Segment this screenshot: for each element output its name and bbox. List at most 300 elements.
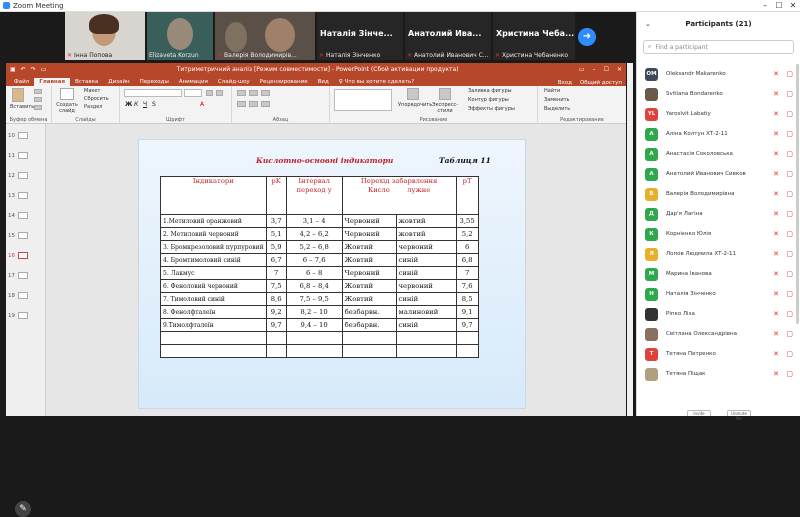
participant-name: Дар'я Лагіна (666, 211, 703, 217)
empty-cell (266, 332, 286, 345)
new-slide-button[interactable] (55, 88, 79, 114)
ribbon-home (6, 86, 626, 124)
group-label: Рисование (419, 117, 448, 123)
annotate-pen-icon[interactable]: ✎ (15, 501, 31, 517)
participant-video (225, 22, 247, 52)
participant-item[interactable] (637, 284, 800, 304)
mic-muted-icon: ✕ (773, 170, 779, 178)
mic-muted-icon: ✕ (773, 250, 779, 258)
format-painter-icon[interactable] (34, 105, 42, 110)
tile-name: Валерія Володимирів... (224, 52, 297, 59)
sign-in-link[interactable]: Вход (557, 80, 572, 86)
row-interval: 6 – 7,6 (286, 254, 342, 267)
empty-cell (342, 332, 396, 345)
row-pt: 6,8 (456, 254, 478, 267)
mic-muted-icon: ✕ (217, 52, 223, 59)
empty-cell (342, 345, 396, 358)
avatar: A (645, 128, 658, 141)
video-tile[interactable] (65, 12, 145, 60)
acid-label: Кисле (367, 185, 390, 194)
vertical-scrollbar[interactable] (627, 63, 633, 416)
col-header-pt: pT (456, 177, 478, 215)
row-alkaline-color: синій (396, 267, 456, 280)
row-acid-color: Жовтий (342, 254, 396, 267)
table-row (161, 293, 479, 306)
avatar: Л (645, 248, 658, 261)
quick-styles-icon (439, 88, 451, 100)
participant-name: Тетяна Піщак (666, 371, 706, 377)
mic-muted-icon: ✕ (773, 150, 779, 158)
mic-muted-icon: ✕ (773, 230, 779, 238)
ppt-minimize-button[interactable]: – (592, 65, 596, 73)
grow-font-icon[interactable] (206, 90, 213, 96)
table-row (161, 319, 479, 332)
participant-video (265, 18, 295, 52)
slide-thumbnail-image (18, 272, 28, 279)
col-header-pk: pK (266, 177, 286, 215)
slide-thumbnails (6, 124, 46, 416)
clipboard-group (6, 86, 52, 124)
row-pt: 5,2 (456, 228, 478, 241)
slide-number: 15 (8, 232, 15, 239)
row-alkaline-color: синій (396, 254, 456, 267)
row-pt: 7,6 (456, 280, 478, 293)
slide-thumbnail[interactable] (8, 232, 28, 239)
participant-item[interactable] (637, 144, 800, 164)
slide-number: 16 (8, 252, 15, 259)
row-pk: 7,5 (266, 280, 286, 293)
row-name: 3. Бромкрезоловий пурпуровий (161, 241, 267, 254)
row-interval: 4,2 – 6,2 (286, 228, 342, 241)
participant-search[interactable] (643, 40, 794, 54)
video-tile[interactable] (215, 12, 315, 60)
row-pk: 7 (266, 267, 286, 280)
mic-muted-icon: ✕ (773, 270, 779, 278)
slide-thumbnail-image (18, 172, 28, 179)
tab-animations[interactable]: Анимация (178, 79, 208, 85)
chevron-down-icon[interactable]: ⌄ (645, 20, 651, 28)
row-pk: 9,2 (266, 306, 286, 319)
row-interval: 5,2 – 6,8 (286, 241, 342, 254)
avatar (645, 308, 658, 321)
slide-number: 14 (8, 212, 15, 219)
table-row (161, 215, 479, 228)
slide-thumbnail-image (18, 312, 28, 319)
replace-button[interactable] (544, 97, 570, 103)
mic-muted-icon: ✕ (773, 350, 779, 358)
table-row (161, 267, 479, 280)
participant-item[interactable] (637, 124, 800, 144)
row-name: 9.Тимолфталеїн (161, 319, 267, 332)
slideshow-icon[interactable]: ▭ (40, 65, 47, 73)
participants-footer (637, 410, 800, 421)
avatar: OM (645, 68, 658, 81)
row-name: 4. Бромтимоловий синій (161, 254, 267, 267)
video-off-icon: ▢ (786, 270, 793, 278)
shape-outline-label: Контур фигуры (468, 97, 509, 103)
avatar: A (645, 168, 658, 181)
video-tile[interactable] (317, 12, 403, 60)
video-tile[interactable] (405, 12, 491, 60)
new-slide-label: Создать слайд (56, 102, 78, 114)
reset-button[interactable] (84, 96, 109, 102)
video-tile[interactable] (147, 12, 213, 60)
row-alkaline-color: жовтий (396, 215, 456, 228)
slide-thumbnail[interactable] (8, 312, 28, 319)
quick-styles-button[interactable] (430, 88, 460, 114)
font-family-select[interactable] (124, 89, 182, 97)
slide-thumbnail[interactable] (8, 152, 28, 159)
avatar: В (645, 188, 658, 201)
ppt-titlebar (6, 63, 626, 75)
share-button[interactable]: Общий доступ (579, 80, 622, 86)
slide-thumbnail-image (18, 212, 28, 219)
row-alkaline-color: червоний (396, 241, 456, 254)
window-titlebar (0, 0, 800, 12)
shape-fill-button[interactable] (468, 88, 512, 94)
video-off-icon: ▢ (786, 250, 793, 258)
shadow-icon[interactable]: S (152, 101, 156, 108)
slide-thumbnail-image (18, 292, 28, 299)
font-color-icon[interactable]: A (200, 101, 205, 108)
mic-muted-icon: ✕ (495, 52, 501, 59)
video-off-icon: ▢ (786, 110, 793, 118)
alkaline-label: лужне (407, 185, 431, 194)
slide-thumbnail[interactable] (8, 292, 28, 299)
mic-muted-icon: ✕ (773, 90, 779, 98)
row-alkaline-color: малиновий (396, 306, 456, 319)
participant-item[interactable] (637, 324, 800, 344)
participant-item[interactable] (637, 104, 800, 124)
shape-outline-button[interactable] (468, 97, 509, 103)
tab-insert[interactable]: Вставка (74, 79, 99, 85)
row-pk: 3,7 (266, 215, 286, 228)
row-pk: 5,9 (266, 241, 286, 254)
slide-thumbnail-image (18, 152, 28, 159)
participant-name: Валерія Володимирівна (666, 191, 735, 197)
cut-icon[interactable] (34, 89, 42, 94)
shape-fill-label: Заливка фигуры (468, 88, 512, 94)
slide-thumbnail[interactable] (8, 172, 28, 179)
video-off-icon: ▢ (786, 170, 793, 178)
arrange-button[interactable] (398, 88, 433, 108)
table-caption: Таблиця 11 (439, 156, 491, 165)
italic-icon[interactable]: К (134, 101, 139, 108)
participant-name: Тетяна Петренко (666, 351, 716, 357)
reset-label: Сбросить (84, 96, 109, 102)
row-interval: 7,5 – 9,5 (286, 293, 342, 306)
shapes-gallery[interactable] (334, 89, 392, 111)
participant-item[interactable] (637, 224, 800, 244)
shared-screen-powerpoint (6, 63, 626, 514)
participant-item[interactable] (637, 244, 800, 264)
table-row (161, 280, 479, 293)
video-off-icon: ▢ (786, 190, 793, 198)
empty-cell (456, 345, 478, 358)
ppt-maximize-button[interactable]: ☐ (603, 65, 609, 73)
row-pk: 8,6 (266, 293, 286, 306)
empty-cell (286, 332, 342, 345)
font-size-select[interactable] (184, 89, 202, 97)
layout-button[interactable] (84, 88, 100, 94)
video-off-icon: ▢ (786, 310, 793, 318)
paste-label: Вставить (10, 104, 35, 110)
table-row (161, 254, 479, 267)
row-interval: 8,2 – 10 (286, 306, 342, 319)
slide-number: 17 (8, 272, 15, 279)
indent-icon[interactable] (261, 90, 270, 96)
row-pk: 9,7 (266, 319, 286, 332)
participant-name: Аліна Колтун ХТ-2-11 (666, 131, 728, 137)
avatar (645, 368, 658, 381)
tell-me-search[interactable]: ♀ Что вы хотите сделать? (338, 79, 415, 85)
slide-thumbnail[interactable] (8, 132, 28, 139)
select-label: Выделить (544, 106, 571, 112)
empty-cell (266, 345, 286, 358)
ribbon-display-icon[interactable]: ▭ (578, 65, 585, 73)
empty-cell (286, 345, 342, 358)
underline-icon[interactable]: Ч (143, 101, 148, 108)
slide-number: 13 (8, 192, 15, 199)
mic-muted-icon: ✕ (773, 190, 779, 198)
row-pk: 6,7 (266, 254, 286, 267)
row-acid-color: Жовтий (342, 293, 396, 306)
participant-item[interactable] (637, 64, 800, 84)
slide-thumbnail[interactable] (8, 252, 28, 259)
participant-item[interactable] (637, 304, 800, 324)
row-acid-color: Жовтий (342, 280, 396, 293)
video-off-icon: ▢ (786, 210, 793, 218)
slide-thumbnail[interactable] (8, 212, 28, 219)
slide-thumbnail-image (18, 132, 28, 139)
empty-cell (396, 332, 456, 345)
mic-muted-icon: ✕ (319, 52, 325, 59)
row-name: 6. Феноловий червоний (161, 280, 267, 293)
video-off-icon: ▢ (786, 70, 793, 78)
replace-label: Заменить (544, 97, 570, 103)
slide-thumbnail-image (18, 232, 28, 239)
tab-file[interactable]: Файл (14, 79, 30, 85)
tab-design[interactable]: Дизайн (108, 79, 130, 85)
participant-item[interactable] (637, 164, 800, 184)
quick-styles-label: Экспресс-стили (431, 102, 459, 114)
mic-muted-icon: ✕ (773, 110, 779, 118)
tab-transitions[interactable]: Переходы (139, 79, 169, 85)
row-pt: 9,7 (456, 319, 478, 332)
mic-muted-icon: ✕ (773, 290, 779, 298)
align-right-icon[interactable] (261, 101, 270, 107)
empty-cell (161, 345, 267, 358)
tile-name: Інна Попова (74, 52, 113, 59)
slide-number: 12 (8, 172, 15, 179)
window-title: Zoom Meeting (13, 1, 64, 10)
col-header-indicators: Індикатори (161, 177, 267, 215)
paragraph-group (232, 86, 330, 124)
search-icon: ⌕ (648, 43, 652, 50)
arrange-icon (407, 88, 419, 100)
video-off-icon: ▢ (786, 330, 793, 338)
find-button[interactable] (544, 88, 560, 94)
unmute-me-button[interactable]: Unmute Me (727, 410, 751, 416)
row-alkaline-color: жовтий (396, 228, 456, 241)
mic-muted-icon: ✕ (773, 70, 779, 78)
table-row-empty (161, 332, 479, 345)
select-button[interactable] (544, 106, 570, 112)
participant-item[interactable] (637, 344, 800, 364)
section-label: Раздел (84, 104, 103, 110)
row-pt: 9,1 (456, 306, 478, 319)
participants-title: Participants (21) (685, 20, 752, 28)
find-label: Найти (544, 88, 561, 94)
row-interval: 6,8 – 8,4 (286, 280, 342, 293)
bold-icon[interactable]: Ж (125, 101, 133, 108)
row-name: 8. Фенолфталеїн (161, 306, 267, 319)
participant-name: Марина Іванова (666, 271, 712, 277)
participant-name: Yaroslvit Labatiy (666, 111, 711, 117)
participant-name: Світлана Олександрівна (666, 331, 737, 337)
undo-icon[interactable]: ↶ (20, 65, 26, 73)
slide-thumbnail[interactable] (8, 272, 28, 279)
shape-effects-label: Эффекты фигуры (468, 106, 515, 112)
row-acid-color: Червоний (342, 267, 396, 280)
transition-label: Перехід забарвлення (360, 177, 438, 185)
tile-display-name: Анатолий Ива... (408, 29, 482, 38)
row-interval: 9,4 – 10 (286, 319, 342, 332)
bullets-icon[interactable] (237, 90, 246, 96)
row-acid-color: Жовтий (342, 241, 396, 254)
ppt-close-button[interactable]: ✕ (616, 65, 622, 73)
row-pt: 8,5 (456, 293, 478, 306)
participants-panel (636, 12, 800, 421)
slide-thumbnail-image (18, 252, 28, 259)
indicators-table[interactable] (160, 176, 479, 358)
editor-area (6, 124, 626, 514)
section-button[interactable] (84, 104, 102, 110)
row-interval: 6 – 8 (286, 267, 342, 280)
col-header-transition (342, 177, 456, 215)
slide-thumbnail[interactable] (8, 192, 28, 199)
maximize-button[interactable]: ☐ (775, 1, 783, 10)
minimize-button[interactable]: – (763, 1, 767, 10)
tile-name: Анатолий Иванович С... (414, 52, 489, 59)
video-off-icon: ▢ (786, 290, 793, 298)
row-acid-color: безбарвн. (342, 319, 396, 332)
row-alkaline-color: червоний (396, 280, 456, 293)
video-tile[interactable] (493, 12, 575, 60)
tab-home[interactable]: Главная (34, 78, 70, 86)
paste-button[interactable] (10, 88, 35, 110)
slide-number: 11 (8, 152, 15, 159)
video-strip (0, 12, 636, 60)
mic-muted-icon: ✕ (773, 310, 779, 318)
next-page-arrow-icon[interactable]: ➜ (578, 28, 596, 46)
new-slide-icon (60, 88, 74, 100)
col-header-interval: Інтервал переход у (286, 177, 342, 215)
video-off-icon: ▢ (786, 150, 793, 158)
participant-item[interactable] (637, 364, 800, 384)
participants-scrollbar[interactable] (796, 64, 799, 324)
slide-number: 18 (8, 292, 15, 299)
empty-cell (456, 332, 478, 345)
mic-muted-icon: ✕ (773, 330, 779, 338)
avatar: М (645, 268, 658, 281)
numbering-icon[interactable] (249, 90, 258, 96)
close-button[interactable]: ✕ (789, 1, 797, 10)
tile-name: Elizaveta Korzun (149, 52, 199, 59)
shape-effects-button[interactable] (468, 106, 515, 112)
video-off-icon: ▢ (786, 350, 793, 358)
ribbon-tabs (6, 75, 626, 86)
tile-name: Христина Чебаненко (502, 52, 569, 59)
mic-muted-icon: ✕ (773, 130, 779, 138)
slide-title: Кислотно-основні індикатори (256, 156, 394, 165)
participant-video (89, 14, 119, 34)
zoom-app-icon (3, 2, 10, 9)
mic-muted-icon: ✕ (773, 370, 779, 378)
row-pt: 3,55 (456, 215, 478, 228)
copy-icon[interactable] (34, 97, 42, 102)
editing-group (538, 86, 626, 124)
meeting-content (0, 12, 636, 514)
align-center-icon[interactable] (249, 101, 258, 107)
row-alkaline-color: синій (396, 293, 456, 306)
row-pt: 7 (456, 267, 478, 280)
empty-cell (396, 345, 456, 358)
align-left-icon[interactable] (237, 101, 246, 107)
row-name: 5. Лакмус (161, 267, 267, 280)
save-icon[interactable]: ▣ (10, 65, 16, 73)
participant-name: Oleksandr Makarenko (666, 71, 726, 77)
slide-canvas[interactable] (138, 139, 526, 409)
participant-item[interactable] (637, 204, 800, 224)
group-label: Абзац (272, 117, 289, 123)
invite-button[interactable]: Invite (687, 410, 711, 416)
participant-item[interactable] (637, 84, 800, 104)
tab-view[interactable]: Вид (317, 79, 329, 85)
slide-thumbnail-image (18, 192, 28, 199)
shrink-font-icon[interactable] (216, 90, 223, 96)
avatar: A (645, 148, 658, 161)
redo-icon[interactable]: ↷ (30, 65, 36, 73)
participant-video (167, 18, 193, 50)
avatar (645, 328, 658, 341)
slide-number: 10 (8, 132, 15, 139)
group-label: Редактирование (560, 117, 604, 123)
participant-item[interactable] (637, 264, 800, 284)
slides-group (52, 86, 120, 124)
paste-icon (12, 88, 24, 102)
ppt-document-title: Титриметричний аналіз [Режим совместимости] - PowerPoint (Сбой активации продукта) (176, 65, 459, 73)
tile-display-name: Наталія Зінче... (320, 29, 393, 38)
participant-name: Ріпко Ліза (666, 311, 695, 317)
participant-name: Svitlana Bondarenko (666, 91, 723, 97)
tab-slideshow[interactable]: Слайд-шоу (217, 79, 250, 85)
mic-muted-icon: ✕ (773, 210, 779, 218)
video-off-icon: ▢ (786, 130, 793, 138)
tab-review[interactable]: Рецензирование (259, 79, 308, 85)
row-interval: 3,1 – 4 (286, 215, 342, 228)
video-off-icon: ▢ (786, 370, 793, 378)
row-acid-color: Червоний (342, 228, 396, 241)
participants-header (637, 12, 800, 36)
drawing-group (330, 86, 538, 124)
mic-muted-icon: ✕ (407, 52, 413, 59)
participant-name: Лопов Людмила ХТ-2-11 (666, 251, 736, 257)
empty-cell (161, 332, 267, 345)
participant-item[interactable] (637, 184, 800, 204)
table-row-empty (161, 345, 479, 358)
participant-name: Анатолий Иванович Сивков (666, 171, 746, 177)
